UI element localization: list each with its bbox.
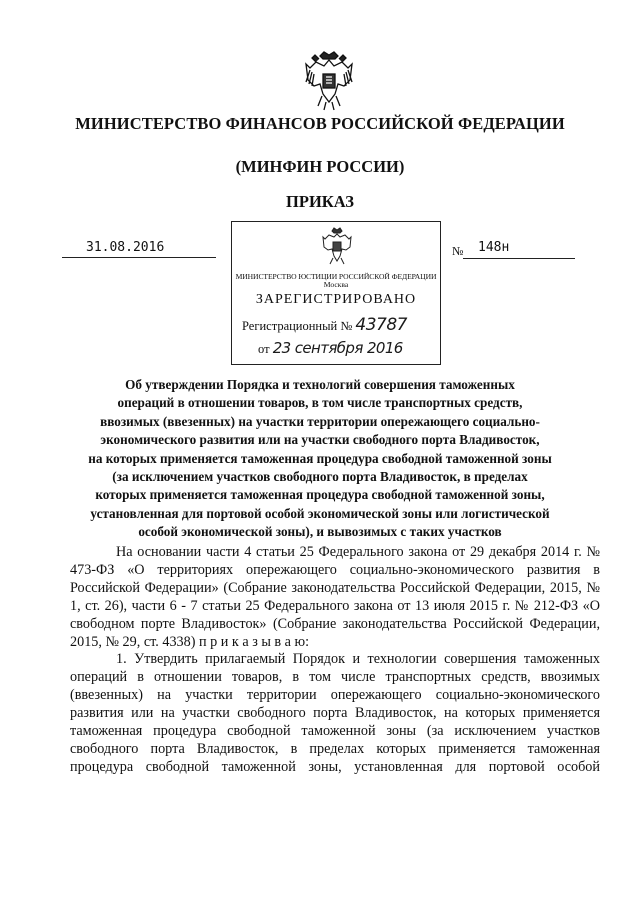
title-line: экономического развития или на участки свободного порта Владивосток,: [100, 432, 540, 448]
stamp-registration-row: [242, 315, 407, 335]
stamp-date-label: от: [258, 342, 270, 356]
title-line: операций в отношении товаров, в том числе транспортных средств,: [117, 395, 523, 411]
title-line: на которых применяется таможенная процедура свободной таможенной зоны: [88, 450, 552, 466]
russian-coat-of-arms-icon: [302, 50, 356, 112]
stamp-ministry: МИНИСТЕРСТВО ЮСТИЦИИ РОССИЙСКОЙ ФЕДЕРАЦИИ: [235, 272, 437, 281]
document-type: ПРИКАЗ: [286, 192, 354, 211]
number-label: №: [452, 244, 464, 258]
stamp-reg-number: 43787: [355, 315, 407, 335]
preamble-paragraph: На основании части 4 статьи 25 Федерального закона от 29 декабря 2014 г. № 473-ФЗ «О территориях опережающего социально-экономического развития в Российской Федерации» (Собрание законодательства Российской Федерации, 2015, № 1, ст. 26), части 6 - 7 статьи 25 Федерального закона от 13 июля 2015 г. № 212-ФЗ «О свободном порте Владивосток» (Собрание законодательства Российской Федерации, 2015, № 29, ст. 4338) п р и к а з ы в а ю:: [70, 544, 600, 650]
title-line: Об утверждении Порядка и технологий совершения таможенных: [125, 377, 515, 392]
stamp-date-value: 23 сентября 2016: [272, 339, 403, 357]
title-line: (за исключением участков свободного порта Владивосток, в пределах: [112, 469, 528, 485]
order-title: [70, 376, 570, 542]
title-line: ввозимых (ввезенных) на участки территории опережающего социально-: [100, 413, 540, 429]
stamp-registered: ЗАРЕГИСТРИРОВАНО: [255, 292, 417, 307]
stamp-reg-label: Регистрационный №: [242, 319, 353, 333]
stamp-date-row: [258, 339, 403, 357]
item-1-paragraph: 1. Утвердить прилагаемый Порядок и технологии совершения таможенных операций в отношении товаров, в том числе транспортных средств, ввозимых (ввезенных) на участки территории опережающего социально-экономического развития или на участки свободного порта Владивосток, на которых применяется таможенная процедура свободной таможенной зоны (за исключением участков свободного порта Владивосток, в пределах которых применяется таможенная процедура свободной таможенной зоны, установленная для портовой особой: [70, 651, 600, 775]
title-line: особой экономической зоны), и вывозимых с таких участков: [138, 524, 502, 540]
order-date: 31.08.2016: [86, 240, 165, 255]
order-number: 148н: [478, 240, 510, 255]
stamp-city: Москва: [323, 280, 349, 289]
order-body: [70, 544, 600, 777]
coat-of-arms-icon: [320, 227, 354, 267]
ministry-name: МИНИСТЕРСТВО ФИНАНСОВ РОССИЙСКОЙ ФЕДЕРАЦИИ: [75, 114, 565, 133]
ministry-short-name: (МИНФИН РОССИИ): [235, 157, 405, 176]
title-line: установленная для портовой особой экономической зоны или логистической: [90, 505, 550, 521]
registration-stamp: [231, 221, 441, 365]
title-line: которых применяется таможенная процедура свободной таможенной зоны,: [95, 487, 545, 503]
